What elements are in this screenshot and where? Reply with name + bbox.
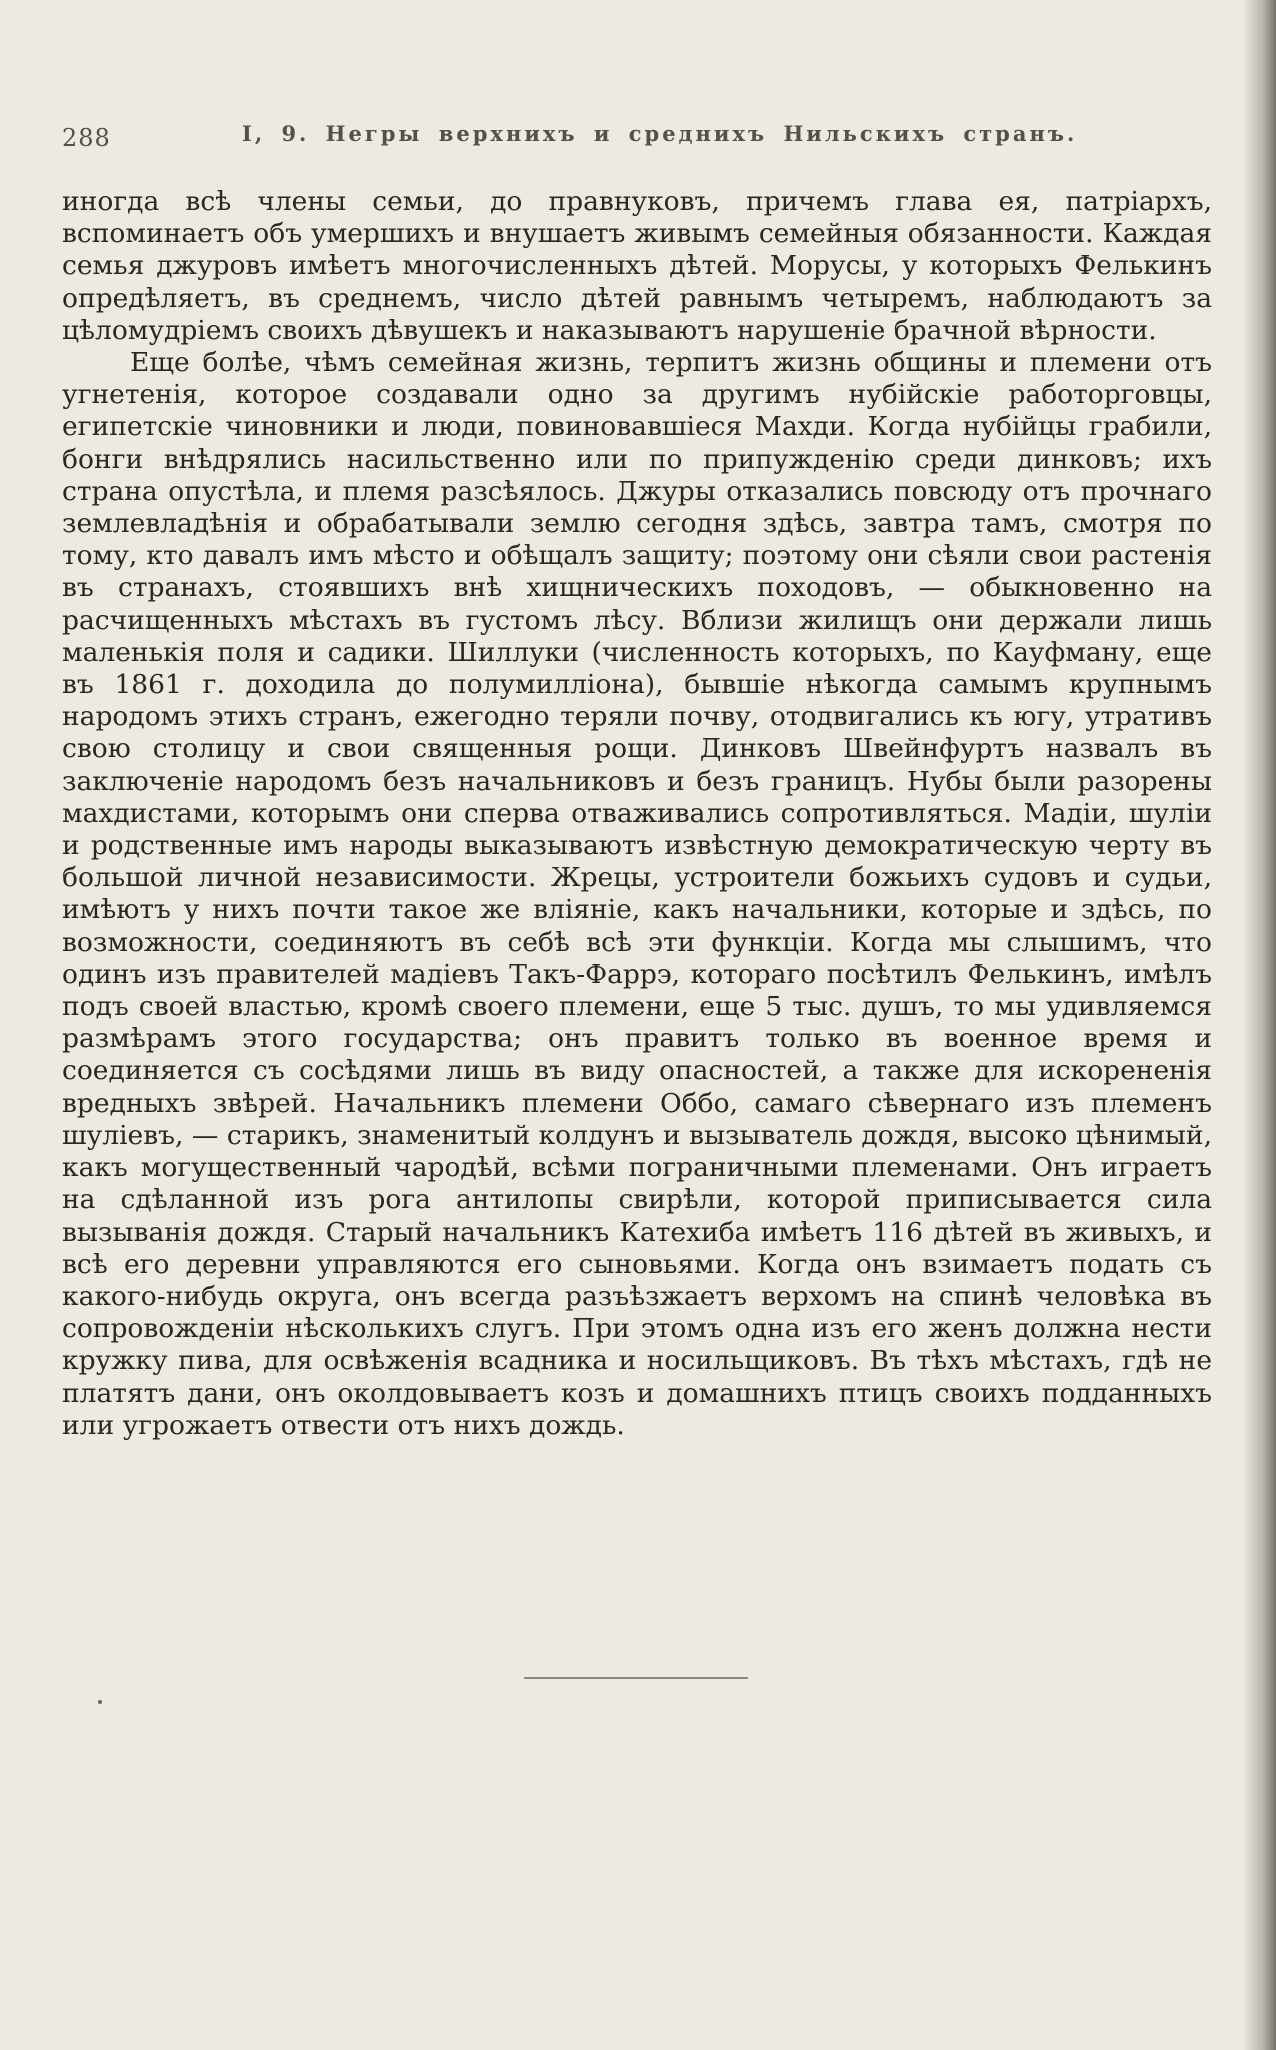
section-divider [524, 1677, 748, 1679]
page-number: 288 [62, 124, 111, 152]
running-head [62, 118, 1212, 158]
body-text [62, 186, 1212, 1442]
page-edge-shadow [1242, 0, 1276, 2050]
header-title: I, 9. Негры верхнихъ и среднихъ Нильскихъ странъ. [242, 121, 1078, 146]
paragraph-continued: иногда всѣ члены семьи, до правнуковъ, причемъ глава ея, патріархъ, вспоминаетъ объ умершихъ и внушаетъ живымъ семейныя обязанности. Каждая семья джуровъ имѣетъ многочисленныхъ дѣтей. Морусы, у которыхъ Фелькинъ опредѣляетъ, въ среднемъ, число дѣтей равнымъ четыремъ, наблюдаютъ за цѣломудріемъ своихъ дѣвушекъ и наказываютъ нарушеніе брачной вѣрности. [62, 186, 1212, 346]
print-speck [98, 1700, 102, 1704]
paragraph-community: Еще болѣе, чѣмъ семейная жизнь, терпитъ жизнь общины и племени отъ угнетенія, которое создавали одно за другимъ нубійскіе работорговцы, египетскіе чиновники и люди, повиновавшіеся Махди. Когда нубійцы грабили, бонги внѣдрялись насильственно или по припужденію среди динковъ; ихъ страна опустѣла, и племя разсѣялось. Джуры отказались повсюду отъ прочнаго землевладѣнія и обрабатывали землю сегодня здѣсь, завтра тамъ, смотря по тому, кто давалъ имъ мѣсто и обѣщалъ защиту; поэтому они сѣяли свои растенія въ странахъ, стоявшихъ внѣ хищническихъ походовъ, — обыкновенно на расчищенныхъ мѣстахъ въ густомъ лѣсу. Вблизи жилищъ они держали лишь маленькія поля и садики. Шиллуки (численность которыхъ, по Кауфману, еще въ 1861 г. доходила до полумилліона), бывшіе нѣкогда самымъ крупнымъ народомъ этихъ странъ, ежегодно теряли почву, отодвигались къ югу, утративъ свою столицу и свои священныя рощи. Динковъ Швейнфуртъ назвалъ въ заключеніе народомъ безъ начальниковъ и безъ границъ. Нубы были разорены махдистами, которымъ они сперва отваживались сопротивляться. Мадіи, шуліи и родственные имъ народы выказываютъ извѣстную демократическую черту въ большой личной независимости. Жрецы, устроители божьихъ судовъ и судьи, имѣютъ у нихъ почти такое же вліяніе, какъ начальники, которые и здѣсь, по возможности, соединяютъ въ себѣ всѣ эти функціи. Когда мы слышимъ, что одинъ изъ правителей мадіевъ Такъ-Фаррэ, котораго посѣтилъ Фелькинъ, имѣлъ подъ своей властью, кромѣ своего племени, еще 5 тыс. душъ, то мы удивляемся размѣрамъ этого государства; онъ правитъ только въ военное время и соединяется съ сосѣдями лишь въ виду опасностей, а также для искорененія вредныхъ звѣрей. Начальникъ племени Оббо, самаго сѣвернаго изъ племенъ шуліевъ, — старикъ, знаменитый колдунъ и вызыватель дождя, высоко цѣнимый, какъ могущественный чародѣй, всѣми пограничными племенами. Онъ играетъ на сдѣланной изъ рога антилопы свирѣли, которой приписывается сила вызыванія дождя. Старый начальникъ Катехиба имѣетъ 116 дѣтей въ живыхъ, и всѣ его деревни управляются его сыновьями. Когда онъ взимаетъ подать съ какого-нибудь округа, онъ всегда разъѣзжаетъ верхомъ на спинѣ человѣка въ сопровожденіи нѣсколькихъ слугъ. При этомъ одна изъ его женъ должна нести кружку пива, для освѣженія всадника и носильщиковъ. Въ тѣхъ мѣстахъ, гдѣ не платятъ дани, онъ околдовываетъ козъ и домашнихъ птицъ своихъ подданныхъ или угрожаетъ отвести отъ нихъ дождь. [62, 347, 1212, 1441]
